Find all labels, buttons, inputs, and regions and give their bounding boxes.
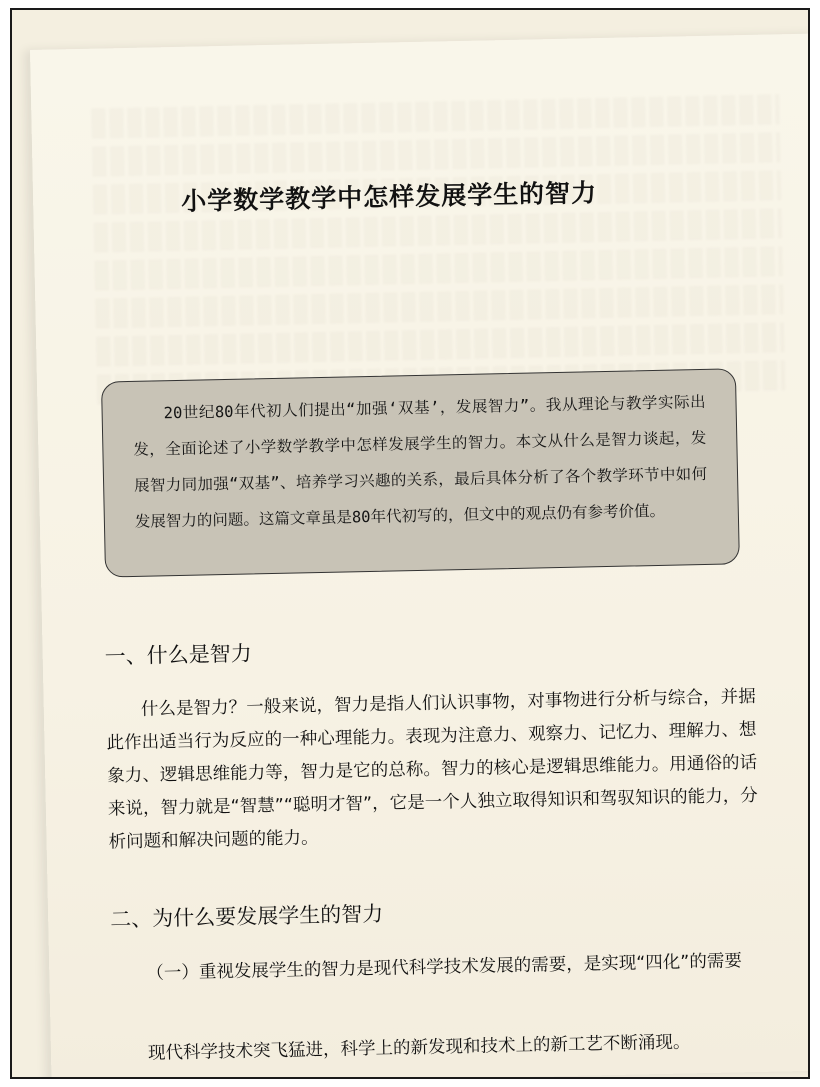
body-paragraph: 什么是智力？一般来说，智力是指人们认识事物，对事物进行分析与综合，并据此作出适当行为反应的一种心理能力。表现为注意力、观察力、记忆力、理解力、想象力、逻辑思维能力等，智力是它的总称。智力的核心是逻辑思维能力。用通俗的话来说，智力就是“智慧”“聪明才智”，它是一个人独立取得知识和驾驭知识的能力，分析问题和解决问题的能力。: [106, 686, 758, 853]
photo-frame: [10, 8, 810, 1079]
subsection-1: [111, 945, 762, 992]
section-heading-2: 二、为什么要发展学生的智力: [109, 901, 384, 932]
section-1-body: [106, 681, 759, 860]
body-paragraph: 现代科学技术突飞猛进，科学上的新发现和技术上的新工艺不断涌现。: [147, 1032, 691, 1064]
article-title: 小学数学教学中怎样发展学生的智力: [180, 178, 598, 216]
abstract-text: 20世纪80年代初人们提出“加强‘双基’，发展智力”。我从理论与教学实际出发，全面论述了小学数学教学中怎样发展学生的智力。本文从什么是智力谈起，发展智力同加强“双基”、培养学习兴趣的关系，最后具体分析了各个教学环节中如何发展智力的问题。这篇文章虽是80年代初写的，但文中的观点仍有参考价值。: [133, 392, 708, 531]
bleed-through-text: [91, 94, 785, 412]
subsection-1-body: [113, 1025, 764, 1072]
subsection-heading: （一）重视发展学生的智力是现代科学技术发展的需要，是实现“四化”的需要: [146, 951, 743, 984]
book-page: [30, 33, 810, 1079]
abstract-box: [101, 368, 740, 577]
section-heading-1: 一、什么是智力: [104, 641, 252, 669]
